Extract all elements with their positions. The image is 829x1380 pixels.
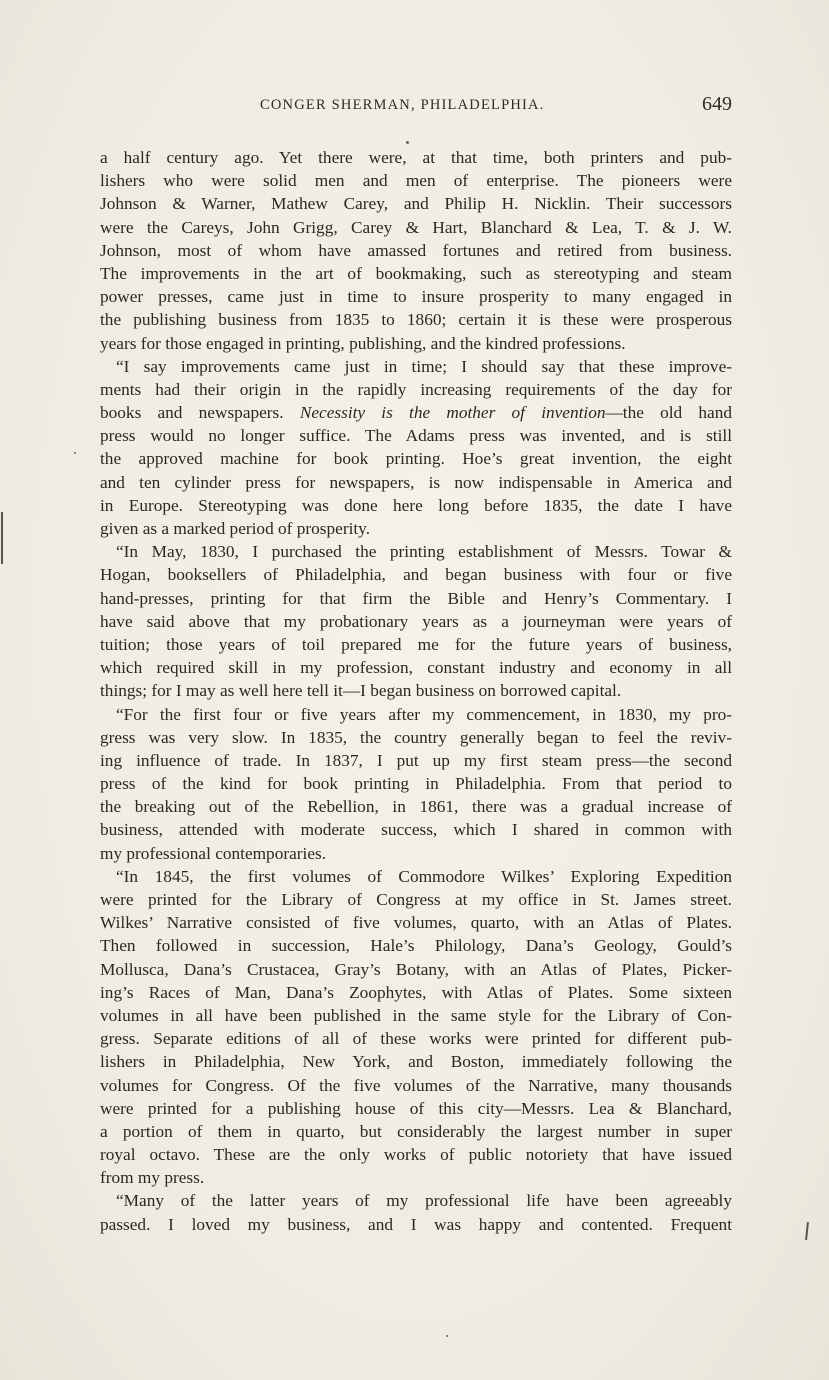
text-line: gress. Separate editions of all of these works were printed for different pub- bbox=[100, 1029, 732, 1049]
text-line: years for those engaged in printing, publishing, and the kindred professions. bbox=[100, 333, 626, 353]
text-line: gress was very slow. In 1835, the country generally began to feel the reviv- bbox=[100, 727, 732, 747]
text-line: tuition; those years of toil prepared me for the future years of business, bbox=[100, 634, 732, 654]
text-line: given as a marked period of prosperity. bbox=[100, 519, 371, 538]
text-line: my professional contemporaries. bbox=[100, 843, 327, 863]
text-line: volumes for Congress. Of the five volumes of the Narrative, many thousands bbox=[100, 1075, 732, 1095]
text-line: ments had their origin in the rapidly increasing requirements of the day for bbox=[100, 379, 732, 399]
text-line: things; for I may as well here tell it—I began business on borrowed capital. bbox=[100, 681, 622, 701]
text-line: the approved machine for book printing. Hoe’s great invention, the eight bbox=[100, 449, 732, 469]
text-line: in Europe. Stereotyping was done here long before 1835, the date I have bbox=[100, 495, 732, 515]
text-line: lishers in Philadelphia, New York, and Boston, immediately following the bbox=[100, 1052, 732, 1072]
text-line: “In May, 1830, I purchased the printing establishment of Messrs. Towar & bbox=[116, 542, 732, 562]
body-text bbox=[100, 146, 732, 1236]
running-head bbox=[100, 93, 732, 121]
text-line: Johnson & Warner, Mathew Carey, and Philip H. Nicklin. Their successors bbox=[100, 194, 732, 214]
text-line: passed. I loved my business, and I was happy and contented. Frequent bbox=[100, 1214, 732, 1234]
ink-speck bbox=[406, 141, 409, 144]
text-line: a portion of them in quarto, but considerably the largest number in super bbox=[100, 1121, 732, 1141]
text-line: Mollusca, Dana’s Crustacea, Gray’s Botany, with an Atlas of Plates, Picker- bbox=[100, 959, 732, 979]
text-line: and ten cylinder press for newspapers, is now indispensable in America and bbox=[100, 472, 732, 492]
margin-rule-mark bbox=[1, 512, 3, 564]
text-line: volumes in all have been published in the same style for the Library of Con- bbox=[100, 1005, 732, 1025]
text-line: books and newspapers. Necessity is the mother of invention—the old hand bbox=[100, 403, 732, 423]
text-line: which required skill in my profession, constant industry and economy in all bbox=[100, 658, 732, 678]
running-title: CONGER SHERMAN, PHILADELPHIA. bbox=[260, 97, 545, 113]
edge-rule-mark bbox=[805, 1222, 809, 1240]
ink-speck bbox=[446, 1335, 448, 1337]
text-line: Johnson, most of whom have amassed fortunes and retired from business. bbox=[100, 240, 732, 260]
text-line: were printed for the Library of Congress at my office in St. James street. bbox=[100, 890, 732, 909]
text-line: hand-presses, printing for that firm the Bible and Henry’s Commentary. I bbox=[100, 588, 732, 608]
text-line: Then followed in succession, Hale’s Philology, Dana’s Geology, Gould’s bbox=[100, 936, 732, 956]
text-line: “For the first four or five years after my commencement, in 1830, my pro- bbox=[116, 704, 732, 724]
text-line: a half century ago. Yet there were, at that time, both printers and pub- bbox=[100, 148, 732, 167]
text-line: royal octavo. These are the only works of public notoriety that have issued bbox=[100, 1145, 732, 1165]
text-line: press would no longer suffice. The Adams press was invented, and is still bbox=[100, 426, 732, 446]
text-line: business, attended with moderate success, which I shared in common with bbox=[100, 820, 732, 840]
text-line: “Many of the latter years of my professional life have been agreeably bbox=[116, 1191, 732, 1211]
text-line: Hogan, booksellers of Philadelphia, and began business with four or five bbox=[100, 565, 732, 585]
text-line: ing influence of trade. In 1837, I put up my first steam press—the second bbox=[100, 750, 732, 770]
ink-speck bbox=[74, 452, 76, 454]
text-line: were the Careys, John Grigg, Carey & Hart, Blanchard & Lea, T. & J. W. bbox=[100, 217, 732, 237]
text-line: press of the kind for book printing in Philadelphia. From that period to bbox=[100, 774, 732, 794]
text-line: “I say improvements came just in time; I should say that these improve- bbox=[116, 356, 732, 376]
text-line: “In 1845, the first volumes of Commodore Wilkes’ Exploring Expedition bbox=[116, 866, 732, 886]
text-line: The improvements in the art of bookmaking, such as stereotyping and steam bbox=[100, 263, 732, 283]
text-line: from my press. bbox=[100, 1168, 205, 1188]
text-line: power presses, came just in time to insure prosperity to many engaged in bbox=[100, 287, 732, 307]
text-line: ing’s Races of Man, Dana’s Zoophytes, with Atlas of Plates. Some sixteen bbox=[100, 982, 732, 1002]
text-line: lishers who were solid men and men of enterprise. The pioneers were bbox=[100, 171, 732, 191]
text-line: the breaking out of the Rebellion, in 1861, there was a gradual increase of bbox=[100, 797, 732, 817]
text-line: have said above that my probationary years as a journeyman were years of bbox=[100, 611, 732, 631]
page-number: 649 bbox=[702, 93, 732, 115]
text-line: Wilkes’ Narrative consisted of five volumes, quarto, with an Atlas of Plates. bbox=[100, 913, 732, 933]
text-line: the publishing business from 1835 to 1860; certain it is these were prosperous bbox=[100, 310, 732, 330]
text-line: were printed for a publishing house of this city—Messrs. Lea & Blanchard, bbox=[100, 1098, 732, 1118]
